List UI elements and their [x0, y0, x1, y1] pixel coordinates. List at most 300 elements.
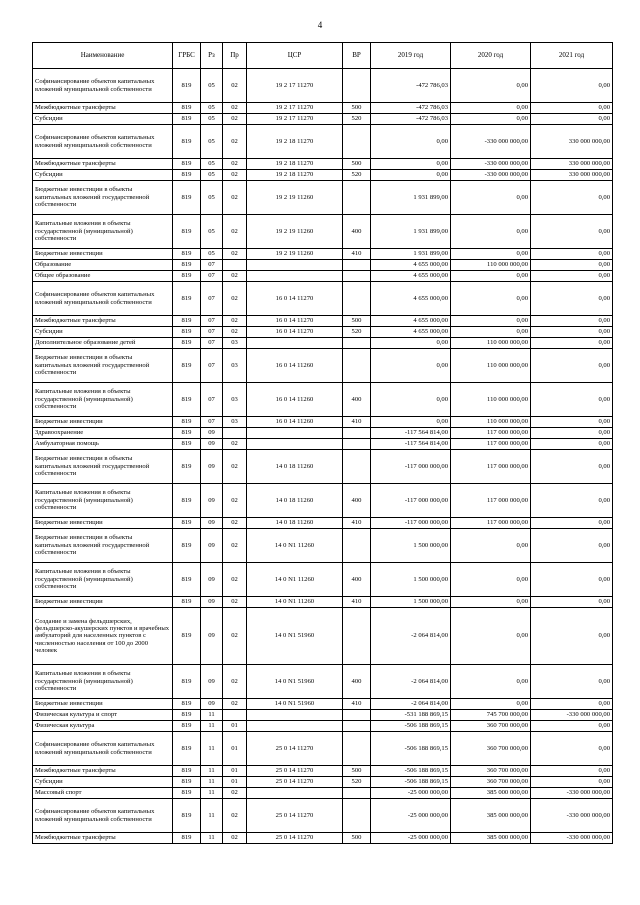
- cell-csr: [247, 271, 343, 282]
- cell-vr: 410: [343, 518, 371, 529]
- cell-2021: 0,00: [531, 327, 613, 338]
- cell-2019: 1 931 899,00: [371, 249, 451, 260]
- cell-2021: 0,00: [531, 349, 613, 383]
- cell-2021: 0,00: [531, 608, 613, 665]
- cell-2019: 1 931 899,00: [371, 215, 451, 249]
- cell-pr: 02: [223, 529, 247, 563]
- cell-csr: 25 0 14 11270: [247, 799, 343, 833]
- cell-pr: 02: [223, 249, 247, 260]
- cell-name: Бюджетные инвестиции в объекты капитальных вложений государственной собственности: [33, 349, 173, 383]
- cell-name: Капитальные вложения в объекты государственной (муниципальной) собственности: [33, 563, 173, 597]
- cell-rz: 09: [201, 428, 223, 439]
- cell-2019: -25 000 000,00: [371, 788, 451, 799]
- cell-pr: 02: [223, 799, 247, 833]
- cell-grbs: 819: [173, 125, 201, 159]
- cell-grbs: 819: [173, 338, 201, 349]
- cell-2021: 0,00: [531, 69, 613, 103]
- header-2020: 2020 год: [451, 43, 531, 69]
- cell-2019: 0,00: [371, 159, 451, 170]
- cell-2020: 110 000 000,00: [451, 417, 531, 428]
- table-row: [33, 349, 613, 383]
- cell-2019: -2 064 814,00: [371, 608, 451, 665]
- cell-2019: -472 786,03: [371, 114, 451, 125]
- cell-2021: 0,00: [531, 428, 613, 439]
- cell-2020: 360 700 000,00: [451, 721, 531, 732]
- cell-rz: 11: [201, 710, 223, 721]
- cell-grbs: 819: [173, 608, 201, 665]
- cell-csr: 19 2 19 11260: [247, 181, 343, 215]
- cell-pr: [223, 428, 247, 439]
- cell-grbs: 819: [173, 114, 201, 125]
- cell-pr: 01: [223, 766, 247, 777]
- cell-csr: 19 2 17 11270: [247, 103, 343, 114]
- cell-grbs: 819: [173, 316, 201, 327]
- cell-name: Бюджетные инвестиции в объекты капитальных вложений государственной собственности: [33, 450, 173, 484]
- cell-name: Капитальные вложения в объекты государственной (муниципальной) собственности: [33, 383, 173, 417]
- table-row: [33, 788, 613, 799]
- cell-name: Бюджетные инвестиции: [33, 417, 173, 428]
- cell-vr: [343, 181, 371, 215]
- table-row: [33, 159, 613, 170]
- table-row: [33, 181, 613, 215]
- cell-2020: 385 000 000,00: [451, 833, 531, 844]
- cell-2019: 1 500 000,00: [371, 597, 451, 608]
- cell-grbs: 819: [173, 665, 201, 699]
- cell-2020: 0,00: [451, 699, 531, 710]
- cell-rz: 07: [201, 282, 223, 316]
- table-row: [33, 665, 613, 699]
- cell-grbs: 819: [173, 766, 201, 777]
- cell-2021: 0,00: [531, 260, 613, 271]
- cell-grbs: 819: [173, 215, 201, 249]
- cell-2019: -506 188 869,15: [371, 732, 451, 766]
- cell-2021: 0,00: [531, 529, 613, 563]
- table-row: [33, 327, 613, 338]
- cell-grbs: 819: [173, 710, 201, 721]
- cell-csr: 16 0 14 11270: [247, 316, 343, 327]
- cell-name: Межбюджетные трансферты: [33, 159, 173, 170]
- cell-name: Субсидии: [33, 777, 173, 788]
- cell-csr: [247, 710, 343, 721]
- cell-rz: 05: [201, 159, 223, 170]
- cell-2019: -472 786,03: [371, 103, 451, 114]
- cell-grbs: 819: [173, 327, 201, 338]
- cell-csr: [247, 428, 343, 439]
- cell-csr: 25 0 14 11270: [247, 732, 343, 766]
- cell-pr: 02: [223, 125, 247, 159]
- cell-csr: 14 0 18 11260: [247, 450, 343, 484]
- table-row: [33, 125, 613, 159]
- cell-name: Софинансирование объектов капитальных вложений муниципальной собственности: [33, 732, 173, 766]
- cell-vr: 520: [343, 170, 371, 181]
- cell-grbs: 819: [173, 282, 201, 316]
- cell-rz: 07: [201, 349, 223, 383]
- cell-2020: 0,00: [451, 597, 531, 608]
- cell-grbs: 819: [173, 439, 201, 450]
- cell-2021: 0,00: [531, 699, 613, 710]
- cell-2019: -2 064 814,00: [371, 665, 451, 699]
- table-row: [33, 249, 613, 260]
- cell-vr: [343, 439, 371, 450]
- cell-2021: -330 000 000,00: [531, 799, 613, 833]
- cell-grbs: 819: [173, 732, 201, 766]
- cell-pr: [223, 260, 247, 271]
- header-2019: 2019 год: [371, 43, 451, 69]
- cell-2021: 0,00: [531, 215, 613, 249]
- cell-2020: 110 000 000,00: [451, 383, 531, 417]
- table-row: [33, 484, 613, 518]
- cell-name: Создание и замена фельдшерских, фельдшерско-акушерских пунктов и врачебных амбулаторий для населенных пунктов с численностью населения от 100 до 2000 человек: [33, 608, 173, 665]
- cell-grbs: 819: [173, 484, 201, 518]
- cell-vr: 500: [343, 766, 371, 777]
- cell-pr: 02: [223, 69, 247, 103]
- cell-2019: 4 655 000,00: [371, 260, 451, 271]
- table-row: [33, 260, 613, 271]
- cell-2020: 0,00: [451, 114, 531, 125]
- table-row: [33, 833, 613, 844]
- cell-vr: [343, 349, 371, 383]
- cell-csr: 19 2 18 11270: [247, 159, 343, 170]
- cell-csr: 14 0 N1 11260: [247, 597, 343, 608]
- cell-2020: 385 000 000,00: [451, 788, 531, 799]
- cell-grbs: 819: [173, 69, 201, 103]
- cell-name: Бюджетные инвестиции: [33, 249, 173, 260]
- cell-2019: 4 655 000,00: [371, 316, 451, 327]
- table-row: [33, 710, 613, 721]
- cell-name: Межбюджетные трансферты: [33, 833, 173, 844]
- cell-csr: 25 0 14 11270: [247, 833, 343, 844]
- cell-2020: 0,00: [451, 181, 531, 215]
- cell-rz: 11: [201, 721, 223, 732]
- cell-2020: 0,00: [451, 529, 531, 563]
- cell-pr: 02: [223, 327, 247, 338]
- cell-vr: 400: [343, 665, 371, 699]
- cell-2021: 0,00: [531, 597, 613, 608]
- cell-vr: [343, 428, 371, 439]
- cell-2020: 0,00: [451, 271, 531, 282]
- cell-2021: 0,00: [531, 417, 613, 428]
- cell-csr: 16 0 14 11260: [247, 383, 343, 417]
- cell-name: Софинансирование объектов капитальных вложений муниципальной собственности: [33, 282, 173, 316]
- cell-csr: 14 0 18 11260: [247, 484, 343, 518]
- cell-grbs: 819: [173, 518, 201, 529]
- table-row: [33, 338, 613, 349]
- cell-name: Бюджетные инвестиции в объекты капитальных вложений государственной собственности: [33, 181, 173, 215]
- cell-2021: 0,00: [531, 282, 613, 316]
- cell-vr: 410: [343, 597, 371, 608]
- cell-pr: 02: [223, 833, 247, 844]
- cell-csr: 19 2 18 11270: [247, 170, 343, 181]
- cell-2020: 0,00: [451, 316, 531, 327]
- cell-csr: 14 0 N1 51960: [247, 665, 343, 699]
- cell-rz: 11: [201, 777, 223, 788]
- cell-2021: 0,00: [531, 103, 613, 114]
- cell-pr: 02: [223, 788, 247, 799]
- cell-rz: 07: [201, 271, 223, 282]
- cell-vr: [343, 260, 371, 271]
- cell-csr: 16 0 14 11270: [247, 327, 343, 338]
- table-row: [33, 428, 613, 439]
- cell-2020: 0,00: [451, 563, 531, 597]
- table-row: [33, 732, 613, 766]
- cell-2019: -117 000 000,00: [371, 450, 451, 484]
- header-rz: Рз: [201, 43, 223, 69]
- cell-grbs: 819: [173, 788, 201, 799]
- cell-name: Образование: [33, 260, 173, 271]
- cell-csr: 14 0 N1 11260: [247, 529, 343, 563]
- cell-name: Здравоохранение: [33, 428, 173, 439]
- cell-csr: 16 0 14 11260: [247, 349, 343, 383]
- cell-2019: -117 000 000,00: [371, 484, 451, 518]
- cell-rz: 05: [201, 249, 223, 260]
- cell-rz: 05: [201, 69, 223, 103]
- cell-vr: 400: [343, 484, 371, 518]
- cell-2021: 0,00: [531, 766, 613, 777]
- cell-2019: -117 564 814,00: [371, 439, 451, 450]
- cell-2021: 330 000 000,00: [531, 159, 613, 170]
- cell-2021: 0,00: [531, 181, 613, 215]
- cell-name: Физическая культура: [33, 721, 173, 732]
- cell-csr: 19 2 18 11270: [247, 125, 343, 159]
- cell-csr: 19 2 19 11260: [247, 249, 343, 260]
- cell-pr: 01: [223, 777, 247, 788]
- cell-grbs: 819: [173, 103, 201, 114]
- cell-2021: 0,00: [531, 665, 613, 699]
- cell-pr: 02: [223, 608, 247, 665]
- table-row: [33, 69, 613, 103]
- cell-rz: 09: [201, 484, 223, 518]
- cell-2020: -330 000 000,00: [451, 159, 531, 170]
- cell-rz: 11: [201, 833, 223, 844]
- cell-vr: 410: [343, 699, 371, 710]
- cell-vr: 500: [343, 316, 371, 327]
- cell-name: Бюджетные инвестиции в объекты капитальных вложений государственной собственности: [33, 529, 173, 563]
- cell-pr: 02: [223, 181, 247, 215]
- cell-2020: 117 000 000,00: [451, 484, 531, 518]
- cell-grbs: 819: [173, 170, 201, 181]
- cell-pr: 02: [223, 518, 247, 529]
- cell-2019: 1 931 899,00: [371, 181, 451, 215]
- table-row: [33, 103, 613, 114]
- cell-rz: 05: [201, 125, 223, 159]
- cell-csr: 14 0 N1 51960: [247, 699, 343, 710]
- cell-2021: 0,00: [531, 316, 613, 327]
- table-row: [33, 271, 613, 282]
- cell-rz: 11: [201, 788, 223, 799]
- cell-rz: 09: [201, 597, 223, 608]
- cell-grbs: 819: [173, 249, 201, 260]
- cell-vr: 500: [343, 159, 371, 170]
- cell-2021: 0,00: [531, 450, 613, 484]
- cell-pr: 03: [223, 417, 247, 428]
- cell-2020: 117 000 000,00: [451, 428, 531, 439]
- header-vr: ВР: [343, 43, 371, 69]
- cell-2020: 110 000 000,00: [451, 349, 531, 383]
- cell-vr: [343, 799, 371, 833]
- cell-vr: 500: [343, 833, 371, 844]
- cell-vr: [343, 450, 371, 484]
- header-2021: 2021 год: [531, 43, 613, 69]
- cell-rz: 09: [201, 699, 223, 710]
- cell-rz: 09: [201, 450, 223, 484]
- cell-csr: 16 0 14 11260: [247, 417, 343, 428]
- table-row: [33, 766, 613, 777]
- cell-name: Межбюджетные трансферты: [33, 103, 173, 114]
- cell-vr: [343, 710, 371, 721]
- cell-2019: 0,00: [371, 383, 451, 417]
- cell-rz: 05: [201, 215, 223, 249]
- cell-csr: 19 2 17 11270: [247, 114, 343, 125]
- cell-2021: 0,00: [531, 338, 613, 349]
- table-header-row: [33, 43, 613, 69]
- cell-2020: 117 000 000,00: [451, 439, 531, 450]
- cell-2019: -506 188 869,15: [371, 766, 451, 777]
- cell-name: Софинансирование объектов капитальных вложений муниципальной собственности: [33, 799, 173, 833]
- cell-vr: [343, 125, 371, 159]
- cell-rz: 05: [201, 114, 223, 125]
- cell-vr: 520: [343, 327, 371, 338]
- cell-pr: 03: [223, 383, 247, 417]
- table-body: [33, 69, 613, 844]
- table-row: [33, 114, 613, 125]
- cell-name: Субсидии: [33, 327, 173, 338]
- cell-2020: 0,00: [451, 103, 531, 114]
- header-pr: Пр: [223, 43, 247, 69]
- cell-name: Межбюджетные трансферты: [33, 766, 173, 777]
- cell-2019: 0,00: [371, 170, 451, 181]
- table-row: [33, 439, 613, 450]
- cell-pr: 02: [223, 597, 247, 608]
- cell-csr: 19 2 19 11260: [247, 215, 343, 249]
- cell-2019: -531 188 869,15: [371, 710, 451, 721]
- cell-csr: 25 0 14 11270: [247, 766, 343, 777]
- cell-grbs: 819: [173, 777, 201, 788]
- cell-grbs: 819: [173, 428, 201, 439]
- cell-2019: 0,00: [371, 338, 451, 349]
- cell-grbs: 819: [173, 417, 201, 428]
- cell-vr: 520: [343, 114, 371, 125]
- cell-2019: 0,00: [371, 417, 451, 428]
- cell-vr: [343, 338, 371, 349]
- table-row: [33, 777, 613, 788]
- cell-vr: 410: [343, 417, 371, 428]
- cell-csr: 16 0 14 11270: [247, 282, 343, 316]
- cell-pr: 02: [223, 665, 247, 699]
- table-row: [33, 597, 613, 608]
- table-row: [33, 608, 613, 665]
- cell-2019: 4 655 000,00: [371, 271, 451, 282]
- cell-pr: 03: [223, 338, 247, 349]
- cell-pr: 02: [223, 439, 247, 450]
- cell-pr: 02: [223, 484, 247, 518]
- cell-2020: 745 700 000,00: [451, 710, 531, 721]
- cell-2019: -117 000 000,00: [371, 518, 451, 529]
- table-row: [33, 417, 613, 428]
- cell-pr: 02: [223, 114, 247, 125]
- cell-name: Капитальные вложения в объекты государственной (муниципальной) собственности: [33, 665, 173, 699]
- cell-pr: 02: [223, 170, 247, 181]
- cell-pr: 02: [223, 282, 247, 316]
- cell-name: Амбулаторная помощь: [33, 439, 173, 450]
- cell-rz: 09: [201, 518, 223, 529]
- cell-2020: 360 700 000,00: [451, 766, 531, 777]
- cell-grbs: 819: [173, 260, 201, 271]
- cell-name: Массовый спорт: [33, 788, 173, 799]
- cell-vr: 400: [343, 563, 371, 597]
- cell-2021: 0,00: [531, 484, 613, 518]
- page-number: 4: [317, 20, 323, 30]
- table-row: [33, 529, 613, 563]
- cell-grbs: 819: [173, 159, 201, 170]
- cell-vr: [343, 271, 371, 282]
- cell-grbs: 819: [173, 181, 201, 215]
- header-csr: ЦСР: [247, 43, 343, 69]
- cell-rz: 05: [201, 181, 223, 215]
- cell-2021: 0,00: [531, 732, 613, 766]
- cell-pr: 02: [223, 316, 247, 327]
- cell-2021: 330 000 000,00: [531, 125, 613, 159]
- cell-2021: 0,00: [531, 271, 613, 282]
- cell-2021: 330 000 000,00: [531, 170, 613, 181]
- cell-2020: 0,00: [451, 282, 531, 316]
- cell-2019: -506 188 869,15: [371, 721, 451, 732]
- cell-rz: 07: [201, 383, 223, 417]
- cell-2020: 360 700 000,00: [451, 732, 531, 766]
- cell-2019: 4 655 000,00: [371, 327, 451, 338]
- cell-rz: 11: [201, 799, 223, 833]
- cell-vr: 520: [343, 777, 371, 788]
- cell-name: Капитальные вложения в объекты государственной (муниципальной) собственности: [33, 215, 173, 249]
- cell-grbs: 819: [173, 271, 201, 282]
- cell-2019: -25 000 000,00: [371, 799, 451, 833]
- cell-rz: 05: [201, 170, 223, 181]
- cell-rz: 07: [201, 260, 223, 271]
- cell-2021: 0,00: [531, 383, 613, 417]
- budget-table: [32, 42, 613, 844]
- cell-2020: 385 000 000,00: [451, 799, 531, 833]
- cell-2021: 0,00: [531, 777, 613, 788]
- header-name: Наименование: [33, 43, 173, 69]
- cell-vr: 400: [343, 215, 371, 249]
- table-row: [33, 518, 613, 529]
- cell-pr: 02: [223, 215, 247, 249]
- cell-grbs: 819: [173, 383, 201, 417]
- cell-rz: 09: [201, 439, 223, 450]
- cell-2020: 117 000 000,00: [451, 518, 531, 529]
- cell-2019: 4 655 000,00: [371, 282, 451, 316]
- cell-name: Субсидии: [33, 170, 173, 181]
- cell-csr: [247, 439, 343, 450]
- cell-2020: 360 700 000,00: [451, 777, 531, 788]
- cell-name: Субсидии: [33, 114, 173, 125]
- table-row: [33, 450, 613, 484]
- cell-rz: 09: [201, 608, 223, 665]
- cell-pr: [223, 710, 247, 721]
- cell-2019: -506 188 869,15: [371, 777, 451, 788]
- cell-vr: 500: [343, 103, 371, 114]
- cell-grbs: 819: [173, 450, 201, 484]
- cell-rz: 07: [201, 316, 223, 327]
- cell-2021: 0,00: [531, 721, 613, 732]
- cell-2020: 0,00: [451, 665, 531, 699]
- cell-2019: -2 064 814,00: [371, 699, 451, 710]
- cell-2020: 117 000 000,00: [451, 450, 531, 484]
- table-row: [33, 383, 613, 417]
- cell-rz: 11: [201, 766, 223, 777]
- cell-name: Физическая культура и спорт: [33, 710, 173, 721]
- cell-name: Софинансирование объектов капитальных вложений муниципальной собственности: [33, 69, 173, 103]
- cell-vr: [343, 282, 371, 316]
